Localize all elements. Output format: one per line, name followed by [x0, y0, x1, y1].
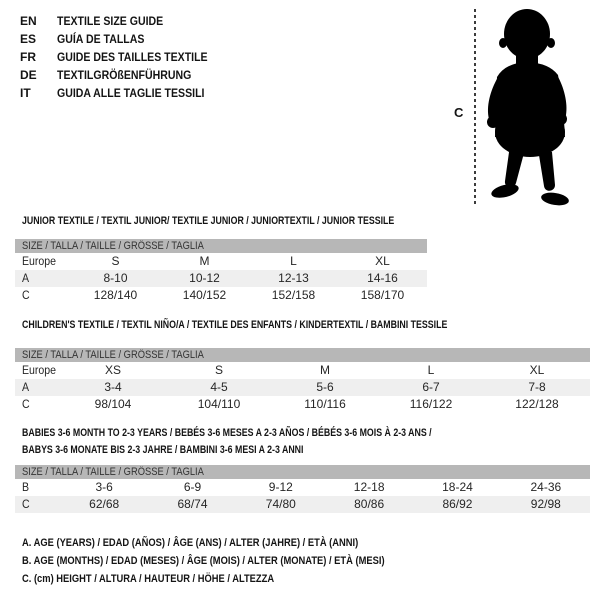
- note-height-text: C. (cm) HEIGHT / ALTURA / HAUTEUR / HÖHE / ALTEZZA: [22, 573, 275, 585]
- table-cell: 9-12: [268, 480, 293, 494]
- table-cell: 152/158: [271, 288, 316, 302]
- table-row-europe: [15, 362, 590, 379]
- language-code: DE: [20, 68, 37, 82]
- table-cell: L: [427, 363, 435, 377]
- junior-table-title: [22, 214, 427, 228]
- language-row-de: [20, 66, 228, 84]
- babies-table-title-line1: BABIES 3-6 MONTH TO 2-3 YEARS / BEBÉS 3-6 MESES A 2-3 AÑOS / BÉBÉS 3-6 MOIS À 2-3 ANS /: [22, 427, 432, 439]
- table-cell: 128/140: [93, 288, 138, 302]
- row-label: A: [22, 271, 30, 285]
- toddler-silhouette-icon: [483, 5, 583, 211]
- row-label-cell: [15, 479, 60, 496]
- junior-size-table: [15, 253, 427, 304]
- babies-size-table: [15, 479, 590, 513]
- note-age-years: [22, 534, 449, 552]
- table-cell: 24-36: [530, 480, 562, 494]
- language-code: EN: [20, 14, 37, 28]
- children-table-title: [22, 318, 590, 332]
- junior-table-title-text: JUNIOR TEXTILE / TEXTIL JUNIOR/ TEXTILE JUNIOR / JUNIORTEXTIL / JUNIOR TESSILE: [22, 215, 395, 227]
- table-cell: 122/128: [515, 397, 559, 411]
- children-size-header-text: SIZE / TALLA / TAILLE / GRÖSSE / TAGLIA: [22, 349, 204, 361]
- children-size-header-bar: [15, 348, 590, 362]
- table-cell: 5-6: [316, 380, 334, 394]
- height-c-label: C: [454, 105, 464, 120]
- guide-title-es: GUÍA DE TALLAS: [57, 32, 145, 46]
- table-cell: 92/98: [530, 497, 561, 511]
- table-cell: M: [199, 254, 210, 268]
- table-cell: XS: [104, 363, 121, 377]
- row-label: C: [22, 497, 30, 511]
- table-cell: 4-5: [210, 380, 228, 394]
- language-row-it: [20, 84, 228, 102]
- note-age-months: [22, 552, 449, 570]
- language-header: [20, 12, 228, 102]
- table-cell: 18-24: [442, 480, 473, 494]
- row-label-cell: [15, 496, 60, 513]
- table-cell: 140/152: [182, 288, 227, 302]
- table-cell: 62/68: [89, 497, 120, 511]
- table-cell: 80/86: [354, 497, 385, 511]
- guide-title-fr: GUIDE DES TAILLES TEXTILE: [57, 50, 208, 64]
- table-cell: 68/74: [177, 497, 208, 511]
- guide-title-de: TEXTILGRÖßENFÜHRUNG: [57, 68, 192, 82]
- babies-size-header-bar: [15, 465, 590, 479]
- table-cell: M: [320, 363, 330, 377]
- row-label: C: [22, 288, 30, 302]
- language-code: IT: [20, 86, 31, 100]
- table-cell: 104/110: [197, 397, 241, 411]
- table-row-height: [15, 396, 590, 413]
- babies-size-header-text: SIZE / TALLA / TAILLE / GRÖSSE / TAGLIA: [22, 466, 204, 478]
- table-row-age-months: [15, 479, 590, 496]
- table-cell: S: [214, 363, 223, 377]
- language-code: FR: [20, 50, 36, 64]
- row-label: C: [22, 397, 30, 411]
- table-cell: 10-12: [189, 271, 220, 285]
- table-row-age: [15, 379, 590, 396]
- table-row-europe: [15, 253, 427, 270]
- language-row-en: [20, 12, 228, 30]
- note-age-years-text: A. AGE (YEARS) / EDAD (AÑOS) / ÂGE (ANS) / ALTER (JAHRE) / ETÀ (ANNI): [22, 537, 359, 549]
- table-cell: 6-9: [183, 480, 202, 494]
- note-height: [22, 570, 449, 588]
- legend-notes: [15, 534, 449, 588]
- children-size-table: [15, 362, 590, 413]
- table-cell: S: [111, 254, 120, 268]
- row-label-cell: [15, 287, 71, 304]
- table-cell: 12-18: [353, 480, 385, 494]
- table-cell: 86/92: [442, 497, 473, 511]
- table-cell: 12-13: [278, 271, 309, 285]
- row-label-cell: [15, 379, 60, 396]
- table-row-height: [15, 496, 590, 513]
- table-cell: 98/104: [94, 397, 132, 411]
- row-label: Europe: [22, 363, 57, 377]
- junior-size-header-bar: [15, 239, 427, 253]
- row-label: A: [22, 380, 30, 394]
- section-children-textile: [15, 318, 590, 413]
- table-cell: 74/80: [265, 497, 296, 511]
- table-cell: 7-8: [528, 380, 546, 394]
- section-junior-textile: [15, 214, 427, 304]
- table-cell: 3-4: [104, 380, 122, 394]
- table-cell: 8-10: [103, 271, 128, 285]
- height-measure-dashed-line: [474, 9, 476, 207]
- table-cell: XL: [375, 254, 390, 268]
- table-cell: XL: [529, 363, 545, 377]
- row-label-cell: [15, 270, 71, 287]
- section-babies-textile: [15, 425, 590, 513]
- row-label-cell: [15, 396, 60, 413]
- children-table-title-text: CHILDREN'S TEXTILE / TEXTIL NIÑO/A / TEXTILE DES ENFANTS / KINDERTEXTIL / BAMBINI TESSILE: [22, 319, 448, 331]
- language-code: ES: [20, 32, 37, 46]
- guide-title-en: TEXTILE SIZE GUIDE: [57, 14, 164, 28]
- table-cell: 14-16: [367, 271, 398, 285]
- table-cell: 158/170: [360, 288, 405, 302]
- table-cell: L: [290, 254, 297, 268]
- junior-size-header-text: SIZE / TALLA / TAILLE / GRÖSSE / TAGLIA: [22, 240, 204, 252]
- row-label: B: [22, 480, 30, 494]
- table-row-age: [15, 270, 427, 287]
- table-cell: 6-7: [422, 380, 440, 394]
- babies-table-title-line2: BABYS 3-6 MONATE BIS 2-3 JAHRE / BAMBINI 3-6 MESI A 2-3 ANNI: [22, 444, 304, 456]
- row-label-cell: [15, 253, 71, 270]
- row-label: Europe: [22, 254, 57, 268]
- babies-table-title: [22, 425, 590, 459]
- table-cell: 110/116: [304, 397, 346, 411]
- language-row-fr: [20, 48, 228, 66]
- note-age-months-text: B. AGE (MONTHS) / EDAD (MESES) / ÂGE (MOIS) / ALTER (MONATE) / ETÀ (MESI): [22, 555, 385, 567]
- row-label-cell: [15, 362, 60, 379]
- table-cell: 3-6: [95, 480, 113, 494]
- language-row-es: [20, 30, 228, 48]
- table-cell: 116/122: [409, 397, 453, 411]
- table-row-height: [15, 287, 427, 304]
- guide-title-it: GUIDA ALLE TAGLIE TESSILI: [57, 86, 205, 100]
